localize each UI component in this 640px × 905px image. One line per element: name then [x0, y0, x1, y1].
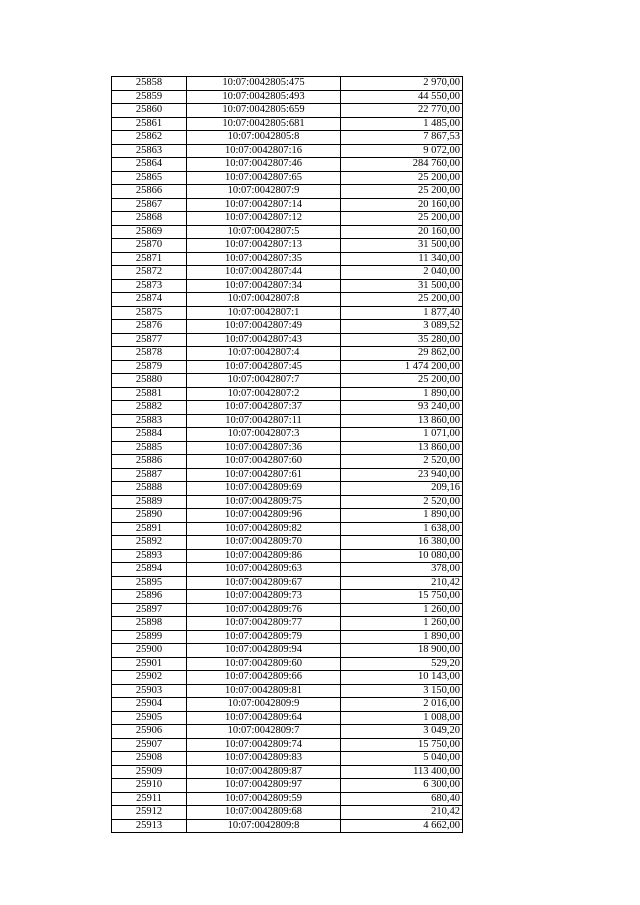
cadastral-number-cell: 10:07:0042807:49 — [187, 320, 341, 334]
amount-cell: 20 160,00 — [341, 225, 463, 239]
table-row — [112, 441, 463, 455]
amount-cell: 22 770,00 — [341, 104, 463, 118]
table-row — [112, 482, 463, 496]
row-number-cell: 25864 — [112, 158, 187, 172]
table-row — [112, 752, 463, 766]
row-number-cell: 25866 — [112, 185, 187, 199]
cadastral-number-cell: 10:07:0042807:46 — [187, 158, 341, 172]
amount-cell: 4 662,00 — [341, 819, 463, 833]
amount-cell: 1 260,00 — [341, 617, 463, 631]
table-row — [112, 77, 463, 91]
row-number-cell: 25886 — [112, 455, 187, 469]
table-row — [112, 225, 463, 239]
table-row — [112, 387, 463, 401]
table-row — [112, 198, 463, 212]
amount-cell: 1 485,00 — [341, 117, 463, 131]
row-number-cell: 25897 — [112, 603, 187, 617]
row-number-cell: 25878 — [112, 347, 187, 361]
cadastral-number-cell: 10:07:0042807:61 — [187, 468, 341, 482]
cadastral-number-cell: 10:07:0042809:66 — [187, 671, 341, 685]
amount-cell: 18 900,00 — [341, 644, 463, 658]
cadastral-number-cell: 10:07:0042807:60 — [187, 455, 341, 469]
cadastral-number-cell: 10:07:0042805:681 — [187, 117, 341, 131]
amount-cell: 16 380,00 — [341, 536, 463, 550]
table-row — [112, 806, 463, 820]
row-number-cell: 25891 — [112, 522, 187, 536]
row-number-cell: 25882 — [112, 401, 187, 415]
row-number-cell: 25913 — [112, 819, 187, 833]
cadastral-number-cell: 10:07:0042809:96 — [187, 509, 341, 523]
row-number-cell: 25907 — [112, 738, 187, 752]
cadastral-number-cell: 10:07:0042805:8 — [187, 131, 341, 145]
amount-cell: 529,20 — [341, 657, 463, 671]
cadastral-number-cell: 10:07:0042807:34 — [187, 279, 341, 293]
cadastral-number-cell: 10:07:0042807:43 — [187, 333, 341, 347]
cadastral-number-cell: 10:07:0042807:14 — [187, 198, 341, 212]
cadastral-number-cell: 10:07:0042807:44 — [187, 266, 341, 280]
row-number-cell: 25899 — [112, 630, 187, 644]
amount-cell: 2 970,00 — [341, 77, 463, 91]
amount-cell: 113 400,00 — [341, 765, 463, 779]
row-number-cell: 25884 — [112, 428, 187, 442]
row-number-cell: 25894 — [112, 563, 187, 577]
cadastral-number-cell: 10:07:0042809:7 — [187, 725, 341, 739]
table-row — [112, 509, 463, 523]
amount-cell: 3 089,52 — [341, 320, 463, 334]
amount-cell: 15 750,00 — [341, 738, 463, 752]
amount-cell: 210,42 — [341, 576, 463, 590]
amount-cell: 11 340,00 — [341, 252, 463, 266]
amount-cell: 9 072,00 — [341, 144, 463, 158]
row-number-cell: 25892 — [112, 536, 187, 550]
amount-cell: 10 143,00 — [341, 671, 463, 685]
cadastral-number-cell: 10:07:0042809:76 — [187, 603, 341, 617]
amount-cell: 209,16 — [341, 482, 463, 496]
cadastral-number-cell: 10:07:0042807:9 — [187, 185, 341, 199]
amount-cell: 25 200,00 — [341, 374, 463, 388]
table-row — [112, 279, 463, 293]
cadastral-number-cell: 10:07:0042807:11 — [187, 414, 341, 428]
row-number-cell: 25858 — [112, 77, 187, 91]
table-row — [112, 671, 463, 685]
cadastral-number-cell: 10:07:0042809:97 — [187, 779, 341, 793]
row-number-cell: 25862 — [112, 131, 187, 145]
cadastral-number-cell: 10:07:0042809:69 — [187, 482, 341, 496]
amount-cell: 7 867,53 — [341, 131, 463, 145]
row-number-cell: 25867 — [112, 198, 187, 212]
cadastral-number-cell: 10:07:0042809:83 — [187, 752, 341, 766]
cadastral-number-cell: 10:07:0042809:73 — [187, 590, 341, 604]
row-number-cell: 25888 — [112, 482, 187, 496]
table-row — [112, 468, 463, 482]
table-row — [112, 347, 463, 361]
table-row — [112, 617, 463, 631]
amount-cell: 210,42 — [341, 806, 463, 820]
cadastral-number-cell: 10:07:0042807:16 — [187, 144, 341, 158]
row-number-cell: 25869 — [112, 225, 187, 239]
amount-cell: 25 200,00 — [341, 171, 463, 185]
cadastral-number-cell: 10:07:0042809:94 — [187, 644, 341, 658]
cadastral-number-cell: 10:07:0042809:68 — [187, 806, 341, 820]
row-number-cell: 25898 — [112, 617, 187, 631]
table-row — [112, 698, 463, 712]
cadastral-number-cell: 10:07:0042809:77 — [187, 617, 341, 631]
table-row — [112, 590, 463, 604]
row-number-cell: 25900 — [112, 644, 187, 658]
table-row — [112, 563, 463, 577]
amount-cell: 1 071,00 — [341, 428, 463, 442]
table-row — [112, 320, 463, 334]
row-number-cell: 25875 — [112, 306, 187, 320]
amount-cell: 35 280,00 — [341, 333, 463, 347]
row-number-cell: 25904 — [112, 698, 187, 712]
table-row — [112, 549, 463, 563]
row-number-cell: 25870 — [112, 239, 187, 253]
row-number-cell: 25902 — [112, 671, 187, 685]
row-number-cell: 25908 — [112, 752, 187, 766]
row-number-cell: 25911 — [112, 792, 187, 806]
table-row — [112, 576, 463, 590]
row-number-cell: 25890 — [112, 509, 187, 523]
amount-cell: 1 890,00 — [341, 630, 463, 644]
amount-cell: 2 016,00 — [341, 698, 463, 712]
row-number-cell: 25909 — [112, 765, 187, 779]
table-row — [112, 792, 463, 806]
amount-cell: 25 200,00 — [341, 185, 463, 199]
cadastral-number-cell: 10:07:0042809:70 — [187, 536, 341, 550]
row-number-cell: 25889 — [112, 495, 187, 509]
cadastral-number-cell: 10:07:0042805:475 — [187, 77, 341, 91]
cadastral-number-cell: 10:07:0042807:1 — [187, 306, 341, 320]
amount-cell: 284 760,00 — [341, 158, 463, 172]
amount-cell: 44 550,00 — [341, 90, 463, 104]
row-number-cell: 25880 — [112, 374, 187, 388]
row-number-cell: 25901 — [112, 657, 187, 671]
cadastral-number-cell: 10:07:0042809:60 — [187, 657, 341, 671]
cadastral-number-cell: 10:07:0042809:86 — [187, 549, 341, 563]
amount-cell: 2 520,00 — [341, 455, 463, 469]
table-row — [112, 239, 463, 253]
table-row — [112, 131, 463, 145]
cadastral-number-cell: 10:07:0042807:5 — [187, 225, 341, 239]
table-row — [112, 414, 463, 428]
row-number-cell: 25868 — [112, 212, 187, 226]
table-row — [112, 711, 463, 725]
cadastral-number-cell: 10:07:0042807:36 — [187, 441, 341, 455]
table-row — [112, 738, 463, 752]
cadastral-number-cell: 10:07:0042807:13 — [187, 239, 341, 253]
table-row — [112, 819, 463, 833]
amount-cell: 1 260,00 — [341, 603, 463, 617]
row-number-cell: 25871 — [112, 252, 187, 266]
row-number-cell: 25872 — [112, 266, 187, 280]
amount-cell: 1 877,40 — [341, 306, 463, 320]
amount-cell: 1 890,00 — [341, 387, 463, 401]
amount-cell: 31 500,00 — [341, 239, 463, 253]
amount-cell: 13 860,00 — [341, 441, 463, 455]
amount-cell: 25 200,00 — [341, 293, 463, 307]
table-row — [112, 536, 463, 550]
table-row — [112, 306, 463, 320]
amount-cell: 5 040,00 — [341, 752, 463, 766]
amount-cell: 23 940,00 — [341, 468, 463, 482]
row-number-cell: 25887 — [112, 468, 187, 482]
row-number-cell: 25896 — [112, 590, 187, 604]
cadastral-number-cell: 10:07:0042809:82 — [187, 522, 341, 536]
row-number-cell: 25879 — [112, 360, 187, 374]
table-row — [112, 158, 463, 172]
table-row — [112, 630, 463, 644]
row-number-cell: 25895 — [112, 576, 187, 590]
table-row — [112, 644, 463, 658]
cadastral-number-cell: 10:07:0042809:74 — [187, 738, 341, 752]
row-number-cell: 25881 — [112, 387, 187, 401]
cadastral-number-cell: 10:07:0042809:87 — [187, 765, 341, 779]
cadastral-number-cell: 10:07:0042809:9 — [187, 698, 341, 712]
table-row — [112, 185, 463, 199]
amount-cell: 1 008,00 — [341, 711, 463, 725]
table-row — [112, 765, 463, 779]
row-number-cell: 25883 — [112, 414, 187, 428]
row-number-cell: 25876 — [112, 320, 187, 334]
amount-cell: 680,40 — [341, 792, 463, 806]
amount-cell: 13 860,00 — [341, 414, 463, 428]
cadastral-number-cell: 10:07:0042809:75 — [187, 495, 341, 509]
amount-cell: 2 040,00 — [341, 266, 463, 280]
table-row — [112, 603, 463, 617]
amount-cell: 1 890,00 — [341, 509, 463, 523]
cadastral-number-cell: 10:07:0042809:64 — [187, 711, 341, 725]
cadastral-number-cell: 10:07:0042807:3 — [187, 428, 341, 442]
table-row — [112, 333, 463, 347]
amount-cell: 15 750,00 — [341, 590, 463, 604]
row-number-cell: 25906 — [112, 725, 187, 739]
register-table-body — [112, 77, 463, 833]
cadastral-number-cell: 10:07:0042805:493 — [187, 90, 341, 104]
cadastral-number-cell: 10:07:0042807:8 — [187, 293, 341, 307]
row-number-cell: 25885 — [112, 441, 187, 455]
amount-cell: 1 638,00 — [341, 522, 463, 536]
cadastral-number-cell: 10:07:0042809:67 — [187, 576, 341, 590]
row-number-cell: 25873 — [112, 279, 187, 293]
table-row — [112, 360, 463, 374]
cadastral-number-cell: 10:07:0042807:65 — [187, 171, 341, 185]
table-row — [112, 522, 463, 536]
cadastral-number-cell: 10:07:0042809:63 — [187, 563, 341, 577]
table-row — [112, 374, 463, 388]
amount-cell: 2 520,00 — [341, 495, 463, 509]
row-number-cell: 25905 — [112, 711, 187, 725]
row-number-cell: 25874 — [112, 293, 187, 307]
table-row — [112, 657, 463, 671]
table-row — [112, 266, 463, 280]
amount-cell: 29 862,00 — [341, 347, 463, 361]
amount-cell: 3 150,00 — [341, 684, 463, 698]
amount-cell: 25 200,00 — [341, 212, 463, 226]
amount-cell: 3 049,20 — [341, 725, 463, 739]
cadastral-number-cell: 10:07:0042807:4 — [187, 347, 341, 361]
row-number-cell: 25863 — [112, 144, 187, 158]
row-number-cell: 25861 — [112, 117, 187, 131]
table-row — [112, 428, 463, 442]
cadastral-number-cell: 10:07:0042809:8 — [187, 819, 341, 833]
cadastral-number-cell: 10:07:0042807:2 — [187, 387, 341, 401]
table-row — [112, 401, 463, 415]
cadastral-number-cell: 10:07:0042807:45 — [187, 360, 341, 374]
amount-cell: 6 300,00 — [341, 779, 463, 793]
cadastral-number-cell: 10:07:0042807:12 — [187, 212, 341, 226]
table-row — [112, 117, 463, 131]
cadastral-number-cell: 10:07:0042809:79 — [187, 630, 341, 644]
table-row — [112, 779, 463, 793]
row-number-cell: 25877 — [112, 333, 187, 347]
amount-cell: 20 160,00 — [341, 198, 463, 212]
cadastral-number-cell: 10:07:0042809:81 — [187, 684, 341, 698]
table-row — [112, 725, 463, 739]
table-row — [112, 252, 463, 266]
register-table — [111, 76, 463, 833]
table-row — [112, 212, 463, 226]
table-row — [112, 455, 463, 469]
amount-cell: 93 240,00 — [341, 401, 463, 415]
table-row — [112, 684, 463, 698]
table-row — [112, 293, 463, 307]
amount-cell: 1 474 200,00 — [341, 360, 463, 374]
row-number-cell: 25893 — [112, 549, 187, 563]
table-row — [112, 171, 463, 185]
row-number-cell: 25903 — [112, 684, 187, 698]
row-number-cell: 25859 — [112, 90, 187, 104]
row-number-cell: 25865 — [112, 171, 187, 185]
table-row — [112, 144, 463, 158]
cadastral-number-cell: 10:07:0042807:7 — [187, 374, 341, 388]
table-row — [112, 104, 463, 118]
amount-cell: 10 080,00 — [341, 549, 463, 563]
row-number-cell: 25910 — [112, 779, 187, 793]
cadastral-number-cell: 10:07:0042807:35 — [187, 252, 341, 266]
cadastral-number-cell: 10:07:0042809:59 — [187, 792, 341, 806]
table-row — [112, 90, 463, 104]
cadastral-number-cell: 10:07:0042807:37 — [187, 401, 341, 415]
cadastral-number-cell: 10:07:0042805:659 — [187, 104, 341, 118]
row-number-cell: 25860 — [112, 104, 187, 118]
table-row — [112, 495, 463, 509]
row-number-cell: 25912 — [112, 806, 187, 820]
amount-cell: 378,00 — [341, 563, 463, 577]
amount-cell: 31 500,00 — [341, 279, 463, 293]
